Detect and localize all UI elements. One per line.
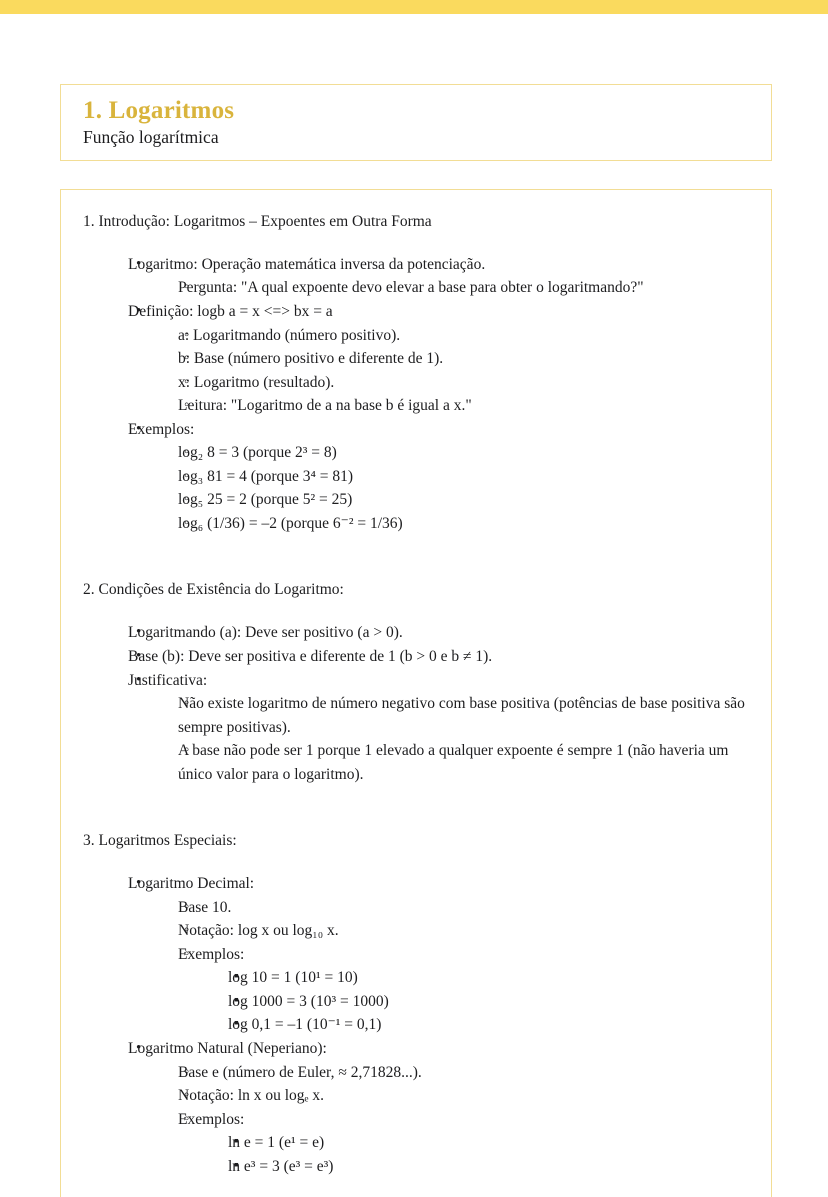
list-item [152, 465, 747, 489]
list-item-text: ◦ Notação: log x ou log₁₀ x. [178, 919, 747, 943]
list-item [100, 300, 747, 418]
list-item-text: ▪ log 1000 = 3 (10³ = 1000) [228, 990, 747, 1014]
list-item-text: • Logaritmo Natural (Neperiano): [128, 1037, 747, 1061]
bullet-list-level-1 [83, 621, 747, 786]
list-item-text: ◦ Leitura: "Logaritmo de a na base b é igual a x." [178, 394, 747, 418]
list-item-text: ◦ x: Logaritmo (resultado). [178, 371, 747, 395]
list-item-text: • Logaritmo: Operação matemática inversa da potenciação. [128, 253, 747, 277]
list-item-text: • Logaritmo Decimal: [128, 872, 747, 896]
list-item-text: ◦ Notação: ln x ou logₑ x. [178, 1084, 747, 1108]
section-heading: 2. Condições de Existência do Logaritmo: [83, 581, 344, 599]
list-item [152, 1084, 747, 1108]
bullet-list-level-2 [128, 692, 747, 786]
list-item-text: ◦ Base 10. [178, 896, 747, 920]
bullet-list-level-2 [128, 1061, 747, 1179]
list-item [100, 253, 747, 300]
list-item-text: ◦ Não existe logaritmo de número negativo com base positiva (potências de base positiva são sempre positivas). [178, 692, 747, 739]
list-item [100, 621, 747, 645]
bullet-list-level-3 [178, 966, 747, 1037]
list-item [152, 692, 747, 739]
list-item [152, 394, 747, 418]
list-item-text: • Exemplos: [128, 418, 747, 442]
list-item [152, 739, 747, 786]
list-item [202, 966, 747, 990]
list-item [202, 1131, 747, 1155]
list-item [152, 512, 747, 536]
list-item-text: ▪ log 0,1 = –1 (10⁻¹ = 0,1) [228, 1013, 747, 1037]
list-item-text: ◦ Exemplos: [178, 1108, 747, 1132]
section-spacer [83, 535, 747, 554]
list-item [152, 919, 747, 943]
section-heading: 3. Logaritmos Especiais: [83, 832, 237, 850]
page-subtitle: Função logarítmica [83, 127, 219, 147]
title-card [60, 84, 772, 161]
page-title: 1. Logaritmos [83, 97, 235, 124]
list-item-text: • Definição: logb a = x <=> bx = a [128, 300, 747, 324]
list-item-text: ▪ ln e³ = 3 (e³ = e³) [228, 1155, 747, 1179]
list-item-text: • Justificativa: [128, 669, 747, 693]
list-item-text: ▪ log 10 = 1 (10¹ = 10) [228, 966, 747, 990]
list-item [100, 669, 747, 787]
list-item [152, 488, 747, 512]
list-item [152, 1108, 747, 1179]
list-item-text: ◦ log₃ 81 = 4 (porque 3⁴ = 81) [178, 465, 747, 489]
bullet-list-level-2 [128, 276, 747, 300]
list-item [100, 872, 747, 1037]
list-item [100, 418, 747, 536]
list-item [152, 276, 747, 300]
bullet-list-level-2 [128, 441, 747, 535]
bullet-list-level-1 [83, 872, 747, 1178]
list-item-text: ◦ A base não pode ser 1 porque 1 elevado a qualquer expoente é sempre 1 (não haveria um único valor para o logaritmo). [178, 739, 747, 786]
list-item [100, 645, 747, 669]
document-page [0, 14, 828, 1175]
list-item-text: • Logaritmando (a): Deve ser positivo (a > 0). [128, 621, 747, 645]
section-spacer [83, 1178, 747, 1197]
list-item [202, 1155, 747, 1179]
list-item [152, 324, 747, 348]
list-item [202, 1013, 747, 1037]
list-item [202, 990, 747, 1014]
list-item-text: ◦ Base e (número de Euler, ≈ 2,71828...). [178, 1061, 747, 1085]
list-item-text: ◦ Exemplos: [178, 943, 747, 967]
bullet-list-level-3 [178, 1131, 747, 1178]
list-item-text: ◦ log₅ 25 = 2 (porque 5² = 25) [178, 488, 747, 512]
list-item [152, 896, 747, 920]
list-item-text: ◦ log₂ 8 = 3 (porque 2³ = 8) [178, 441, 747, 465]
list-item-text: • Base (b): Deve ser positiva e diferente de 1 (b > 0 e b ≠ 1). [128, 645, 747, 669]
list-item-text: ◦ Pergunta: "A qual expoente devo elevar a base para obter o logaritmando?" [178, 276, 747, 300]
list-item [152, 441, 747, 465]
list-item [152, 943, 747, 1037]
top-accent-bar [0, 0, 828, 14]
list-item-text: ◦ a: Logaritmando (número positivo). [178, 324, 747, 348]
content-body [61, 190, 771, 1197]
section-spacer [83, 786, 747, 805]
content-card [60, 189, 772, 1197]
bullet-list-level-2 [128, 324, 747, 418]
bullet-list-level-2 [128, 896, 747, 1037]
list-item [152, 347, 747, 371]
list-item [152, 371, 747, 395]
list-item-text: ◦ log₆ (1/36) = –2 (porque 6⁻² = 1/36) [178, 512, 747, 536]
list-item [152, 1061, 747, 1085]
bullet-list-level-1 [83, 253, 747, 536]
list-item-text: ▪ ln e = 1 (e¹ = e) [228, 1131, 747, 1155]
list-item-text: ◦ b: Base (número positivo e diferente de 1). [178, 347, 747, 371]
section-heading: 1. Introdução: Logaritmos – Expoentes em Outra Forma [83, 213, 432, 230]
list-item [100, 1037, 747, 1178]
